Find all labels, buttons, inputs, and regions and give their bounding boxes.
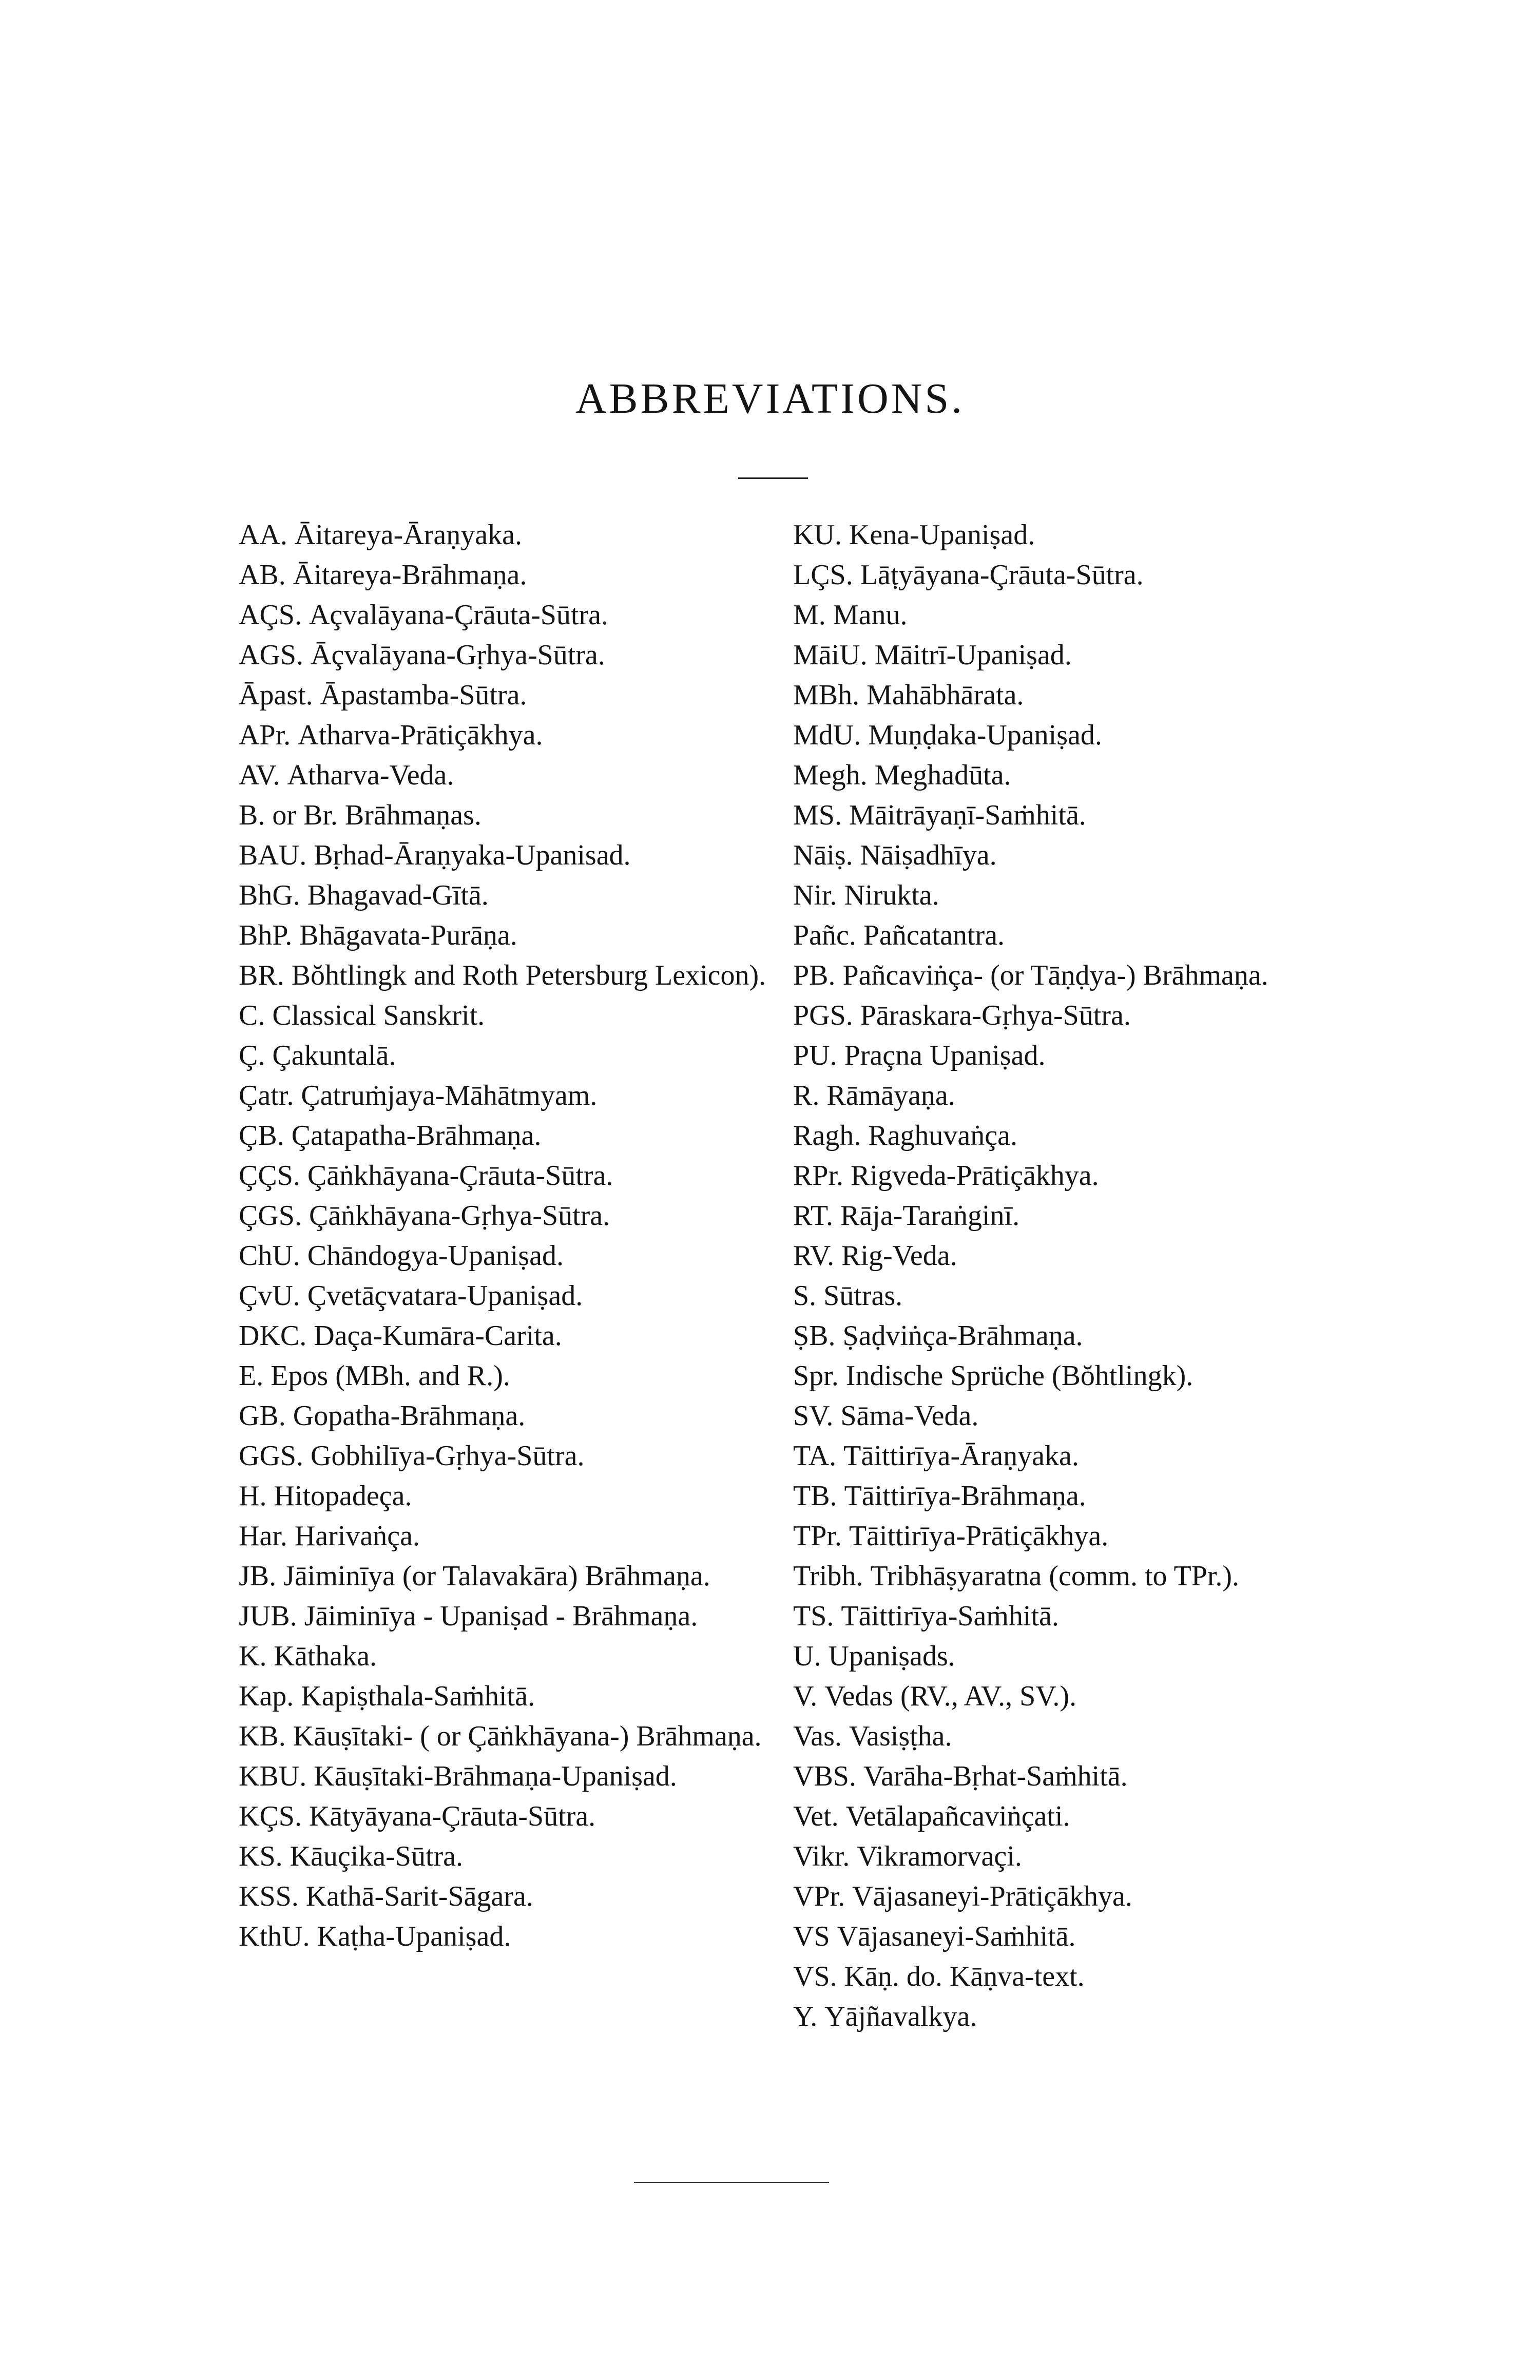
expansion: Muṇḍaka-Upaniṣad. (868, 719, 1102, 751)
expansion: Bŏhtlingk and Roth Petersburg Lexicon). (291, 959, 766, 991)
abbreviation: KSS. (239, 1880, 299, 1912)
abbreviation-entry (793, 555, 1306, 595)
abbreviation-entry (239, 1636, 778, 1676)
expansion: Epos (MBh. and R.). (271, 1360, 510, 1392)
abbreviation-entry (239, 1396, 778, 1436)
abbreviation-entry (239, 955, 778, 995)
abbreviation: GGS. (239, 1440, 304, 1472)
expansion: Hitopadeça. (274, 1480, 412, 1512)
expansion: Āpastamba-Sūtra. (320, 679, 527, 711)
expansion: Raghuvaṅça. (868, 1120, 1017, 1151)
expansion: Nirukta. (844, 879, 939, 911)
abbreviation-entry (793, 915, 1306, 955)
abbreviation: Har. (239, 1520, 287, 1552)
abbreviation: KÇS. (239, 1800, 302, 1832)
expansion: Daça-Kumāra-Carita. (314, 1320, 562, 1352)
expansion: Indische Sprüche (Bŏhtlingk). (845, 1360, 1194, 1392)
abbreviation: DKC. (239, 1320, 307, 1352)
expansion: Bhāgavata-Purāṇa. (299, 919, 517, 951)
abbreviation: M. (793, 599, 826, 631)
abbreviation-entry (793, 715, 1306, 755)
abbreviation-entry (793, 1436, 1306, 1476)
abbreviation: VS. Kāṇ. (793, 1961, 899, 1992)
abbreviation-entry (793, 1396, 1306, 1436)
expansion: Kapiṣthala-Saṁhitā. (301, 1680, 535, 1712)
abbreviation-entry (239, 1516, 778, 1556)
abbreviation-entry (239, 1116, 778, 1156)
abbreviation-entry (239, 1716, 778, 1756)
abbreviation-entry (793, 1676, 1306, 1716)
abbreviation-entry (793, 1476, 1306, 1516)
abbreviation: BhG. (239, 879, 300, 911)
expansion: Tribhāṣyaratna (comm. to TPr.). (870, 1560, 1240, 1592)
expansion: Māitrī-Upaniṣad. (874, 639, 1072, 671)
abbreviation: ÇB. (239, 1120, 284, 1151)
abbreviation: GB. (239, 1400, 286, 1432)
abbreviation-entry (239, 635, 778, 675)
expansion: Sāma-Veda. (840, 1400, 979, 1432)
expansion: Kāuçika-Sūtra. (290, 1840, 464, 1872)
abbreviation: VPr. (793, 1880, 845, 1912)
abbreviation-entry (793, 1316, 1306, 1356)
expansion: Çvetāçvatara-Upaniṣad. (307, 1280, 583, 1312)
abbreviation: KthU. (239, 1921, 310, 1952)
expansion: Upaniṣads. (828, 1640, 955, 1672)
abbreviation-entry (239, 1476, 778, 1516)
abbreviation: S. (793, 1280, 817, 1312)
abbreviation: SV. (793, 1400, 834, 1432)
abbreviation-entry (239, 1756, 778, 1796)
abbreviation: BAU. (239, 839, 307, 871)
title-rule (738, 477, 808, 479)
abbreviation: C. (239, 1000, 265, 1031)
abbreviation-entry (239, 715, 778, 755)
abbreviation-entry (793, 1956, 1306, 1997)
abbreviation-entry (239, 1796, 778, 1836)
expansion: Varāha-Bṛhat-Saṁhitā. (863, 1760, 1128, 1792)
expansion: Tāittirīya-Prātiçākhya. (849, 1520, 1109, 1552)
end-rule (634, 2182, 829, 2183)
abbreviation-entry (793, 1076, 1306, 1116)
expansion: Çāṅkhāyana-Çrāuta-Sūtra. (307, 1160, 613, 1192)
expansion: Mahābhārata. (867, 679, 1024, 711)
expansion: Yājñavalkya. (824, 2001, 977, 2032)
right-column (793, 515, 1306, 2037)
expansion: Praçna Upaniṣad. (844, 1040, 1046, 1071)
abbreviation-entry (793, 1196, 1306, 1236)
abbreviation-entry (793, 1116, 1306, 1156)
abbreviation: U. (793, 1640, 821, 1672)
expansion: Harivaṅça. (294, 1520, 420, 1552)
abbreviation: Vas. (793, 1720, 842, 1752)
abbreviation: KU. (793, 519, 842, 551)
abbreviation: ṢB. (793, 1320, 836, 1352)
abbreviation-entry (793, 1596, 1306, 1636)
abbreviation: ÇÇS. (239, 1160, 300, 1192)
expansion: Kāuṣītaki-Brāhmaṇa-Upaniṣad. (314, 1760, 677, 1792)
abbreviation: JUB. (239, 1600, 297, 1632)
abbreviation-entry (793, 675, 1306, 715)
abbreviation: VBS. (793, 1760, 856, 1792)
abbreviation: Vet. (793, 1800, 839, 1832)
expansion: Bhagavad-Gītā. (307, 879, 489, 911)
expansion: Vasiṣṭha. (849, 1720, 952, 1752)
abbreviation: ChU. (239, 1240, 300, 1272)
expansion: Kāuṣītaki- ( or Çāṅkhāyana-) Brāhmaṇa. (293, 1720, 762, 1752)
abbreviation-entry (239, 1316, 778, 1356)
expansion: Çatapatha-Brāhmaṇa. (291, 1120, 542, 1151)
expansion: Vikramorvaçi. (857, 1840, 1022, 1872)
expansion: Chāndogya-Upaniṣad. (307, 1240, 564, 1272)
expansion: Vetālapañcaviṅçati. (845, 1800, 1070, 1832)
abbreviation-entry (793, 1997, 1306, 2037)
abbreviation: PB. (793, 959, 836, 991)
expansion: Pañcatantra. (863, 919, 1005, 951)
abbreviation: AV. (239, 759, 280, 791)
expansion: Kātyāyana-Çrāuta-Sūtra. (309, 1800, 596, 1832)
abbreviation-entry (793, 1796, 1306, 1836)
abbreviation-entry (793, 1276, 1306, 1316)
expansion: Māitrāyaṇī-Saṁhitā. (849, 799, 1086, 831)
abbreviation: LÇS. (793, 559, 853, 591)
abbreviation: APr. (239, 719, 291, 751)
abbreviation-entry (793, 955, 1306, 995)
abbreviation: MāiU. (793, 639, 868, 671)
expansion: Rig-Veda. (841, 1240, 957, 1272)
abbreviation-entry (793, 1356, 1306, 1396)
abbreviation-entry (239, 1436, 778, 1476)
abbreviation: TB. (793, 1480, 837, 1512)
abbreviation: KBU. (239, 1760, 307, 1792)
expansion: Kena-Upaniṣad. (849, 519, 1035, 551)
expansion: Gopatha-Brāhmaṇa. (293, 1400, 526, 1432)
abbreviation: AB. (239, 559, 286, 591)
expansion: Brāhmaṇas. (344, 799, 482, 831)
abbreviation-entry (793, 875, 1306, 915)
expansion: Tāittirīya-Saṁhitā. (841, 1600, 1059, 1632)
abbreviation-entry (239, 1356, 778, 1396)
expansion: Gobhilīya-Gṛhya-Sūtra. (311, 1440, 585, 1472)
abbreviation-entry (793, 1836, 1306, 1876)
abbreviation-entry (793, 1035, 1306, 1076)
abbreviation-entry (239, 1276, 778, 1316)
abbreviation: Spr. (793, 1360, 839, 1392)
expansion: Kāthaka. (274, 1640, 377, 1672)
abbreviation-entry (239, 995, 778, 1035)
expansion: Çakuntalā. (272, 1040, 396, 1071)
abbreviation: Vikr. (793, 1840, 850, 1872)
left-column (239, 515, 778, 1956)
abbreviation: MBh. (793, 679, 860, 711)
expansion: Rāja-Taraṅginī. (840, 1200, 1020, 1232)
abbreviation: Nāiṣ. (793, 839, 853, 871)
abbreviation: RT. (793, 1200, 834, 1232)
expansion: Vājasaneyi-Saṁhitā. (837, 1921, 1076, 1952)
abbreviation: V. (793, 1680, 818, 1712)
abbreviation: Pañc. (793, 919, 856, 951)
abbreviation: PGS. (793, 1000, 853, 1031)
expansion: Atharva-Prātiçākhya. (298, 719, 543, 751)
abbreviation: Ragh. (793, 1120, 861, 1151)
abbreviation: K. (239, 1640, 267, 1672)
expansion: Pāraskara-Gṛhya-Sūtra. (860, 1000, 1131, 1031)
abbreviation: KS. (239, 1840, 283, 1872)
abbreviation-entry (793, 1636, 1306, 1676)
abbreviation: E. (239, 1360, 264, 1392)
abbreviation: PU. (793, 1040, 837, 1071)
expansion: Kaṭha-Upaniṣad. (317, 1921, 511, 1952)
abbreviation: MS. (793, 799, 842, 831)
abbreviation: TS. (793, 1600, 834, 1632)
abbreviation-entry (239, 1836, 778, 1876)
expansion: Açvalāyana-Çrāuta-Sūtra. (309, 599, 608, 631)
abbreviation: RPr. (793, 1160, 844, 1192)
abbreviation: VS (793, 1921, 830, 1952)
abbreviation: TA. (793, 1440, 837, 1472)
abbreviation-entry (239, 1076, 778, 1116)
expansion: Tāittirīya-Āraṇyaka. (843, 1440, 1079, 1472)
abbreviation: Nir. (793, 879, 837, 911)
expansion: Lāṭyāyana-Çrāuta-Sūtra. (860, 559, 1144, 591)
abbreviation: BR. (239, 959, 284, 991)
abbreviation: B. or Br. (239, 799, 338, 831)
abbreviation-entry (239, 595, 778, 635)
abbreviation-entry (793, 835, 1306, 875)
expansion: Rigveda-Prātiçākhya. (851, 1160, 1099, 1192)
abbreviation-entry (239, 875, 778, 915)
abbreviation: BhP. (239, 919, 293, 951)
abbreviation: Y. (793, 2001, 818, 2032)
abbreviation-entry (239, 675, 778, 715)
expansion: Jāiminīya - Upaniṣad - Brāhmaṇa. (304, 1600, 698, 1632)
abbreviation: RV. (793, 1240, 835, 1272)
expansion: Rāmāyaṇa. (826, 1080, 955, 1111)
abbreviation: Çatr. (239, 1080, 294, 1111)
abbreviation: KB. (239, 1720, 286, 1752)
expansion: Classical Sanskrit. (272, 1000, 485, 1031)
abbreviation-entry (793, 1756, 1306, 1796)
expansion: do. Kāṇva-text. (906, 1961, 1085, 1992)
abbreviation: MdU. (793, 719, 861, 751)
expansion: Āçvalāyana-Gṛhya-Sūtra. (311, 639, 605, 671)
abbreviation: Megh. (793, 759, 868, 791)
abbreviation-entry (793, 515, 1306, 555)
expansion: Meghadūta. (874, 759, 1011, 791)
abbreviation-entry (793, 635, 1306, 675)
abbreviation-entry (239, 755, 778, 795)
abbreviation-entry (793, 1716, 1306, 1756)
abbreviation-entry (793, 1876, 1306, 1916)
abbreviation-entry (239, 915, 778, 955)
abbreviation-entry (239, 795, 778, 835)
abbreviation: Āpast. (239, 679, 313, 711)
expansion: Çatruṁjaya-Māhātmyam. (301, 1080, 598, 1111)
expansion: Çāṅkhāyana-Gṛhya-Sūtra. (309, 1200, 610, 1232)
expansion: Āitareya-Āraṇyaka. (294, 519, 522, 551)
abbreviation-entry (239, 1676, 778, 1716)
abbreviation-entry (239, 1596, 778, 1636)
expansion: Manu. (833, 599, 908, 631)
abbreviation-entry (793, 595, 1306, 635)
expansion: Ṣaḍviṅça-Brāhmaṇa. (842, 1320, 1083, 1352)
abbreviation-entry (793, 795, 1306, 835)
abbreviation-entry (239, 1916, 778, 1956)
abbreviation-entry (793, 1516, 1306, 1556)
abbreviation-entry (793, 1156, 1306, 1196)
abbreviation-entry (793, 1556, 1306, 1596)
abbreviation-entry (239, 1156, 778, 1196)
abbreviation: Ç. (239, 1040, 265, 1071)
abbreviation: R. (793, 1080, 820, 1111)
abbreviation-entry (793, 1916, 1306, 1956)
abbreviation: ÇGS. (239, 1200, 302, 1232)
abbreviation: AGS. (239, 639, 304, 671)
abbreviation-entry (239, 1035, 778, 1076)
abbreviation-entry (793, 755, 1306, 795)
abbreviation-entry (793, 995, 1306, 1035)
expansion: Tāittirīya-Brāhmaṇa. (844, 1480, 1086, 1512)
abbreviation: Kap. (239, 1680, 294, 1712)
expansion: Pañcaviṅça- (or Tāṇḍya-) Brāhmaṇa. (842, 959, 1268, 991)
abbreviation-entry (793, 1236, 1306, 1276)
expansion: Kathā-Sarit-Sāgara. (305, 1880, 533, 1912)
abbreviation: AA. (239, 519, 287, 551)
abbreviation-entry (239, 835, 778, 875)
expansion: Sūtras. (823, 1280, 903, 1312)
abbreviation: ÇvU. (239, 1280, 300, 1312)
expansion: Vedas (RV., AV., SV.). (824, 1680, 1077, 1712)
abbreviation-entry (239, 515, 778, 555)
abbreviation-entry (239, 1236, 778, 1276)
expansion: Bṛhad-Āraṇyaka-Upanisad. (314, 839, 631, 871)
abbreviation: H. (239, 1480, 267, 1512)
abbreviation: AÇS. (239, 599, 302, 631)
abbreviation: JB. (239, 1560, 277, 1592)
expansion: Atharva-Veda. (287, 759, 454, 791)
expansion: Nāiṣadhīya. (860, 839, 997, 871)
expansion: Jāiminīya (or Talavakāra) Brāhmaṇa. (283, 1560, 710, 1592)
abbreviation: TPr. (793, 1520, 842, 1552)
abbreviation: Tribh. (793, 1560, 863, 1592)
expansion: Āitareya-Brāhmaṇa. (293, 559, 527, 591)
abbreviation-entry (239, 1196, 778, 1236)
abbreviation-entry (239, 555, 778, 595)
expansion: Vājasaneyi-Prātiçākhya. (852, 1880, 1132, 1912)
abbreviation-entry (239, 1556, 778, 1596)
page-title: ABBREVIATIONS. (575, 375, 965, 423)
abbreviation-entry (239, 1876, 778, 1916)
